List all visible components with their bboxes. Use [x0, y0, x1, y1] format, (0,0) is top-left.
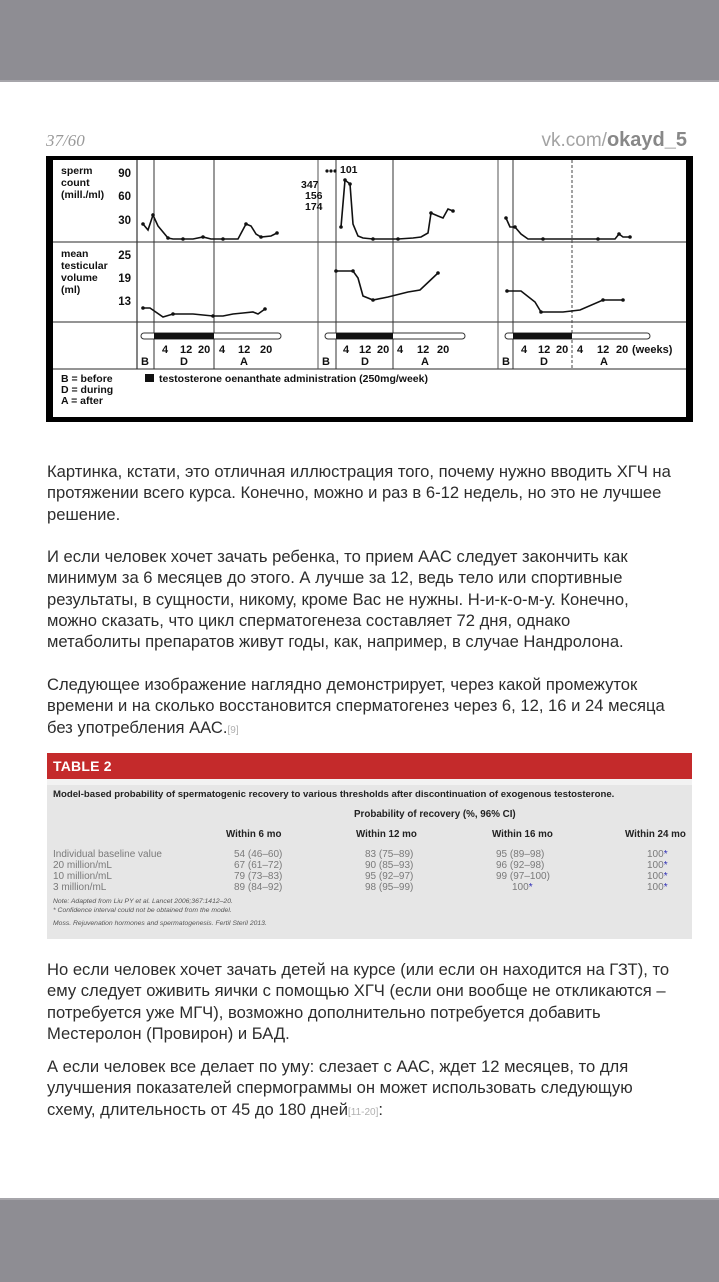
- week-label: 20: [437, 344, 450, 356]
- text-line: ему следует оживить яички с помощью ХГЧ (если они вообще не откликаются –: [47, 981, 666, 1001]
- week-label: 12: [538, 344, 551, 356]
- row-label: 20 million/mL: [53, 860, 112, 871]
- outlier-174: 174: [305, 201, 323, 213]
- asterisk-marker: *: [528, 882, 533, 893]
- phase-label: A: [240, 356, 248, 368]
- week-label: 4: [521, 344, 528, 356]
- week-label: 4: [162, 344, 169, 356]
- table-source: Moss. Rejuvenation hormones and spermatogenesis. Fertil Steril 2013.: [53, 920, 267, 927]
- legend-administration: testosterone oenanthate administration (250mg/week): [159, 373, 428, 385]
- column-header: Within 16 mo: [492, 829, 553, 840]
- text-line: метаболиты препаратов живут годы, как, например, в случае Нандролона.: [47, 632, 624, 652]
- column-header: Within 6 mo: [226, 829, 282, 840]
- label-vol-3: volume: [61, 272, 98, 284]
- column-header: Within 24 mo: [625, 829, 686, 840]
- week-labels: [162, 344, 673, 356]
- row-label: Individual baseline value: [53, 849, 162, 860]
- watermark-name: okayd_5: [606, 129, 687, 151]
- week-label: 4: [343, 344, 350, 356]
- tick-60: 60: [118, 191, 131, 203]
- label-vol-4: (ml): [61, 284, 81, 296]
- legend-after: A = after: [61, 395, 103, 407]
- tick-25: 25: [118, 250, 131, 262]
- reference-link-11-20[interactable]: [11-20]: [348, 1106, 379, 1118]
- text-line: потребуется уже МГЧ), возможно дополнительно потребуется добавить: [47, 1002, 601, 1022]
- paragraph-4: [47, 959, 687, 1044]
- reference-link-9[interactable]: [9]: [227, 724, 239, 736]
- top-toolbar: [0, 0, 719, 82]
- week-label: 20: [377, 344, 390, 356]
- table-cell: 67 (61–72): [234, 860, 283, 871]
- week-label: 20: [260, 344, 273, 356]
- paragraph-3: [47, 674, 687, 741]
- column-header: Within 12 mo: [356, 829, 417, 840]
- phase-label: D: [361, 356, 369, 368]
- row-label: 3 million/mL: [53, 882, 107, 893]
- row-label: 10 million/mL: [53, 871, 112, 882]
- table-cell: 98 (95–99): [365, 882, 414, 893]
- text-line: [47, 1099, 687, 1123]
- legend-bar-swatch: [145, 374, 154, 382]
- asterisk-marker: *: [663, 871, 668, 882]
- text-span: :: [378, 1099, 384, 1119]
- table-cell: 96 (92–98): [496, 860, 545, 871]
- legend-during: D = during: [61, 384, 114, 396]
- table-cell: 100*: [647, 882, 668, 893]
- watermark: [541, 129, 687, 152]
- week-label: 20: [198, 344, 211, 356]
- week-label: 4: [219, 344, 226, 356]
- paragraph-1: [47, 461, 687, 525]
- table-group-header: Probability of recovery (%, 96% CI): [354, 809, 516, 820]
- phase-label: D: [540, 356, 548, 368]
- week-label: 12: [180, 344, 193, 356]
- week-label: 20: [556, 344, 569, 356]
- table-cell: 89 (84–92): [234, 882, 283, 893]
- asterisk-marker: *: [663, 882, 668, 893]
- text-line: Но если человек хочет зачать детей на курсе (или если он находится на ГЗТ), то: [47, 960, 670, 979]
- treatment-bars: [141, 333, 650, 339]
- text-line: результаты, в сущности, никому, кроме Вас не нужны. Н-и-к-о-м-у. Конечно,: [47, 589, 629, 609]
- week-label: 12: [417, 344, 430, 356]
- peak-101: 101: [340, 164, 358, 176]
- tick-90: 90: [118, 168, 131, 180]
- table-cell: 100*: [512, 882, 533, 893]
- label-sperm-1: sperm: [61, 165, 93, 177]
- table-cell: 99 (97–100): [496, 871, 550, 882]
- table-footnote: * Confidence interval could not be obtained from the model.: [53, 907, 232, 914]
- asterisk-marker: *: [663, 860, 668, 871]
- paragraph-2: [47, 546, 687, 652]
- table-title: TABLE 2: [47, 753, 692, 779]
- tick-19: 19: [118, 273, 131, 285]
- bottom-toolbar: [0, 1198, 719, 1282]
- week-label: 4: [397, 344, 404, 356]
- phase-label: A: [600, 356, 608, 368]
- asterisk-marker: *: [663, 849, 668, 860]
- phase-label: A: [421, 356, 429, 368]
- text-line: А если человек все делает по уму: слезает с ААС, ждет 12 месяцев, то для: [47, 1057, 629, 1076]
- legend-before: B = before: [61, 373, 113, 385]
- text-line: улучшения показателей спермограммы он может использовать следующую: [47, 1078, 633, 1098]
- phase-label: B: [322, 356, 330, 368]
- table-note: Note: Adapted from Liu PY et al. Lancet 2006;367:1412–20.: [53, 898, 233, 905]
- phase-label: B: [141, 356, 149, 368]
- watermark-prefix: vk.com/: [541, 130, 607, 151]
- table-cell: 90 (85–93): [365, 860, 414, 871]
- sperm-testicular-figure: [46, 156, 693, 422]
- table-cell: 100*: [647, 860, 668, 871]
- text-line: И если человек хочет зачать ребенка, то прием ААС следует закончить как: [47, 547, 628, 566]
- week-label: 12: [359, 344, 372, 356]
- page-number: 37/60: [46, 131, 85, 150]
- text-span: схему, длительность от 45 до 180 дней: [47, 1099, 348, 1119]
- text-line: минимум за 6 месяцев до этого. А лучше за 12, ведь тело или спортивные: [47, 568, 623, 588]
- phase-label: D: [180, 356, 188, 368]
- label-vol-1: mean: [61, 248, 89, 260]
- label-sperm-3: (mill./ml): [61, 189, 105, 201]
- text-line: решение.: [47, 504, 121, 524]
- outlier-347: 347: [301, 179, 319, 191]
- tick-13: 13: [118, 296, 131, 308]
- table-cell: 100*: [647, 871, 668, 882]
- weeks-unit: (weeks): [632, 344, 673, 356]
- tick-30: 30: [118, 215, 131, 227]
- table-cell: 100*: [647, 849, 668, 860]
- table-cell: 54 (46–60): [234, 849, 283, 860]
- table-2: [47, 753, 692, 939]
- week-label: 20: [616, 344, 629, 356]
- week-label: 4: [577, 344, 584, 356]
- outlier-156: 156: [305, 190, 323, 202]
- text-span: без употребления ААС.: [47, 717, 228, 737]
- label-vol-2: testicular: [61, 260, 108, 272]
- text-line: протяжении всего курса. Конечно, можно и раз в 6-12 недель, но это не лучшее: [47, 483, 662, 503]
- text-line: Следующее изображение наглядно демонстрирует, через какой промежуток: [47, 675, 638, 694]
- table-cell: 83 (75–89): [365, 849, 414, 860]
- text-line: времени и на сколько восстановится сперматогенез через 6, 12, 16 и 24 месяца: [47, 696, 665, 716]
- text-line: можно сказать, что цикл сперматогенеза составляет 72 дня, однако: [47, 610, 571, 630]
- table-cell: 95 (89–98): [496, 849, 545, 860]
- table-cell: 79 (73–83): [234, 871, 283, 882]
- week-label: 12: [238, 344, 251, 356]
- text-line: Картинка, кстати, это отличная иллюстрация того, почему нужно вводить ХГЧ на: [47, 462, 671, 481]
- table-cell: 95 (92–97): [365, 871, 414, 882]
- table-caption: Model-based probability of spermatogenic recovery to various thresholds after discontinuation of exogenous testosterone.: [53, 789, 615, 800]
- text-line: [47, 717, 687, 741]
- phase-label: B: [502, 356, 510, 368]
- figure-canvas: [53, 160, 686, 417]
- text-line: Местеролон (Провирон) и БАД.: [47, 1023, 290, 1043]
- week-label: 12: [597, 344, 610, 356]
- paragraph-5: [47, 1056, 687, 1123]
- label-sperm-2: count: [61, 177, 90, 189]
